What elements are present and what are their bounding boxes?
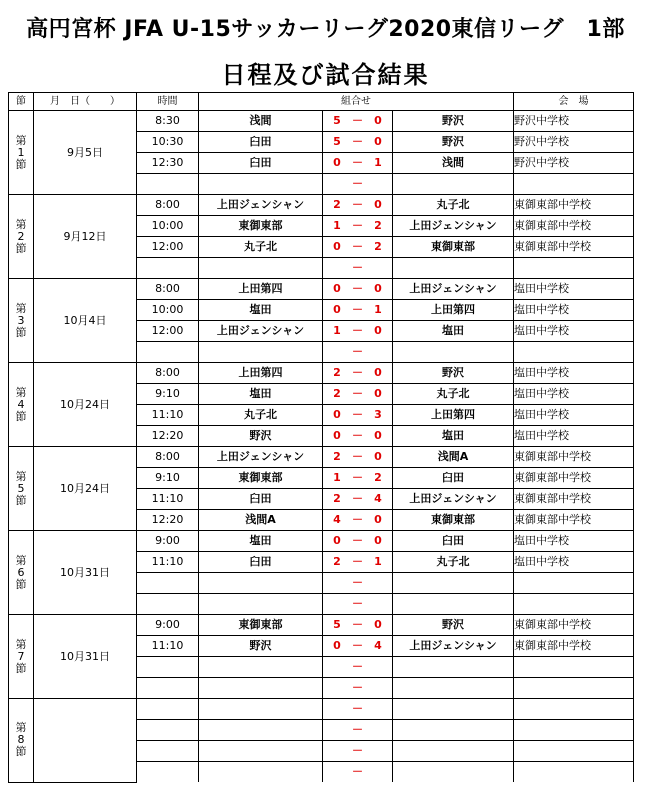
away-team: 上田ジェンシャン (393, 636, 514, 657)
kickoff-time: 12:30 (137, 153, 199, 174)
match-score (323, 615, 393, 636)
home-team: 塩田 (199, 384, 323, 405)
home-team: 臼田 (199, 552, 323, 573)
away-score: 1 (374, 303, 382, 316)
kickoff-time (137, 762, 199, 783)
round-date: 10月24日 (34, 447, 137, 531)
round-label (9, 279, 34, 363)
venue: 塩田中学校 (514, 552, 634, 573)
home-score: 2 (333, 366, 341, 379)
score-dash: － (352, 681, 363, 694)
round-label-char: 第 (15, 217, 27, 231)
away-team (393, 678, 514, 699)
score-dash: － (352, 702, 363, 715)
kickoff-time (137, 342, 199, 363)
kickoff-time: 12:20 (137, 426, 199, 447)
away-team (393, 258, 514, 279)
venue: 塩田中学校 (514, 300, 634, 321)
venue (514, 762, 634, 783)
away-team (393, 699, 514, 720)
away-team: 上田ジェンシャン (393, 279, 514, 300)
kickoff-time: 11:10 (137, 405, 199, 426)
home-score: 5 (333, 135, 341, 148)
round-label-char: 2 (17, 229, 25, 243)
home-team: 丸子北 (199, 405, 323, 426)
away-score: 2 (374, 219, 382, 232)
kickoff-time (137, 174, 199, 195)
home-team: 臼田 (199, 132, 323, 153)
home-score: 5 (333, 114, 341, 127)
home-score: 2 (333, 555, 341, 568)
table-row (9, 111, 634, 132)
home-score: 2 (333, 492, 341, 505)
home-score: 2 (333, 198, 341, 211)
score-dash: － (352, 723, 363, 736)
table-row (9, 615, 634, 636)
match-score (323, 258, 393, 279)
kickoff-time: 12:00 (137, 237, 199, 258)
score-dash: － (352, 471, 363, 484)
match-score (323, 153, 393, 174)
table-row (9, 363, 634, 384)
venue: 野沢中学校 (514, 153, 634, 174)
away-score: 4 (374, 492, 382, 505)
venue (514, 573, 634, 594)
away-team (393, 594, 514, 615)
away-score: 0 (374, 450, 382, 463)
away-score: 0 (374, 324, 382, 337)
score-dash: － (352, 324, 363, 337)
home-score: 4 (333, 513, 341, 526)
away-team: 塩田 (393, 321, 514, 342)
match-score (323, 510, 393, 531)
away-team (393, 342, 514, 363)
score-dash: － (352, 345, 363, 358)
away-team: 塩田 (393, 426, 514, 447)
kickoff-time: 10:00 (137, 216, 199, 237)
kickoff-time: 8:00 (137, 363, 199, 384)
round-label (9, 531, 34, 615)
page-subtitle: 日程及び試合結果 (221, 61, 430, 89)
venue: 野沢中学校 (514, 132, 634, 153)
round-label-char: 8 (17, 733, 25, 747)
venue (514, 657, 634, 678)
round-date (34, 699, 137, 783)
venue: 塩田中学校 (514, 405, 634, 426)
away-team (393, 657, 514, 678)
round-label-char: 第 (15, 469, 27, 483)
score-dash: － (352, 177, 363, 190)
score-dash: － (352, 303, 363, 316)
home-score: 0 (333, 156, 341, 169)
round-label (9, 699, 34, 783)
kickoff-time: 9:00 (137, 531, 199, 552)
home-score: 0 (333, 429, 341, 442)
venue (514, 174, 634, 195)
venue: 東御東部中学校 (514, 510, 634, 531)
away-team: 丸子北 (393, 384, 514, 405)
score-dash: － (352, 282, 363, 295)
away-score: 0 (374, 429, 382, 442)
away-team: 東御東部 (393, 237, 514, 258)
away-team: 上田ジェンシャン (393, 216, 514, 237)
score-dash: － (352, 366, 363, 379)
home-team: 上田ジェンシャン (199, 321, 323, 342)
venue (514, 258, 634, 279)
round-label-char: 3 (17, 313, 25, 327)
home-team: 塩田 (199, 300, 323, 321)
venue (514, 342, 634, 363)
away-score: 3 (374, 408, 382, 421)
round-label (9, 195, 34, 279)
home-team (199, 594, 323, 615)
away-score: 2 (374, 471, 382, 484)
home-team: 東御東部 (199, 216, 323, 237)
kickoff-time: 11:10 (137, 552, 199, 573)
venue: 塩田中学校 (514, 279, 634, 300)
venue: 東御東部中学校 (514, 216, 634, 237)
away-score: 0 (374, 366, 382, 379)
venue (514, 678, 634, 699)
score-dash: － (352, 597, 363, 610)
away-team (393, 720, 514, 741)
round-label-char: 1 (17, 145, 25, 159)
home-team: 野沢 (199, 426, 323, 447)
away-team: 臼田 (393, 531, 514, 552)
match-score (323, 447, 393, 468)
away-team: 野沢 (393, 363, 514, 384)
away-score: 0 (374, 534, 382, 547)
kickoff-time: 8:30 (137, 111, 199, 132)
venue: 東御東部中学校 (514, 237, 634, 258)
kickoff-time: 12:20 (137, 510, 199, 531)
away-team: 東御東部 (393, 510, 514, 531)
match-score (323, 762, 393, 783)
home-team: 上田第四 (199, 279, 323, 300)
score-dash: － (352, 156, 363, 169)
table-row (9, 279, 634, 300)
round-date: 10月4日 (34, 279, 137, 363)
away-score: 1 (374, 156, 382, 169)
kickoff-time: 9:00 (137, 615, 199, 636)
score-dash: － (352, 513, 363, 526)
round-date: 10月31日 (34, 531, 137, 615)
kickoff-time: 8:00 (137, 447, 199, 468)
kickoff-time: 8:00 (137, 279, 199, 300)
kickoff-time (137, 699, 199, 720)
kickoff-time (137, 741, 199, 762)
home-score: 1 (333, 471, 341, 484)
match-score (323, 384, 393, 405)
round-date: 9月5日 (34, 111, 137, 195)
home-team: 浅間A (199, 510, 323, 531)
round-label-char: 節 (15, 661, 27, 675)
table-row (9, 531, 634, 552)
venue (514, 699, 634, 720)
home-score: 2 (333, 387, 341, 400)
home-team (199, 678, 323, 699)
match-score (323, 174, 393, 195)
kickoff-time: 12:00 (137, 321, 199, 342)
kickoff-time: 10:00 (137, 300, 199, 321)
kickoff-time: 8:00 (137, 195, 199, 216)
away-team: 野沢 (393, 615, 514, 636)
venue: 東御東部中学校 (514, 447, 634, 468)
away-score: 0 (374, 282, 382, 295)
round-label-char: 5 (17, 481, 25, 495)
col-header-time: 時間 (137, 93, 199, 111)
home-team (199, 174, 323, 195)
away-team: 野沢 (393, 111, 514, 132)
round-label-char: 節 (15, 325, 27, 339)
away-score: 0 (374, 513, 382, 526)
match-score (323, 426, 393, 447)
score-dash: － (352, 765, 363, 778)
away-team: 浅間 (393, 153, 514, 174)
home-team (199, 741, 323, 762)
round-label-char: 第 (15, 721, 27, 735)
home-score: 0 (333, 639, 341, 652)
match-score (323, 657, 393, 678)
round-label (9, 615, 34, 699)
score-dash: － (352, 639, 363, 652)
home-team (199, 657, 323, 678)
score-dash: － (352, 534, 363, 547)
kickoff-time (137, 678, 199, 699)
score-dash: － (352, 240, 363, 253)
away-team: 臼田 (393, 468, 514, 489)
match-score (323, 699, 393, 720)
round-label-char: 節 (15, 745, 27, 759)
col-header-date: 月 日（ ） (34, 93, 137, 111)
away-team: 野沢 (393, 132, 514, 153)
match-score (323, 489, 393, 510)
venue (514, 594, 634, 615)
away-team: 丸子北 (393, 195, 514, 216)
kickoff-time (137, 720, 199, 741)
home-team: 臼田 (199, 489, 323, 510)
home-score: 5 (333, 618, 341, 631)
venue: 塩田中学校 (514, 363, 634, 384)
match-score (323, 216, 393, 237)
score-dash: － (352, 219, 363, 232)
round-label (9, 363, 34, 447)
home-score: 0 (333, 408, 341, 421)
col-header-match: 組合せ (199, 93, 514, 111)
round-label (9, 111, 34, 195)
score-dash: － (352, 660, 363, 673)
score-dash: － (352, 555, 363, 568)
table-row (9, 195, 634, 216)
home-team (199, 762, 323, 783)
score-dash: － (352, 198, 363, 211)
home-team: 塩田 (199, 531, 323, 552)
kickoff-time: 11:10 (137, 489, 199, 510)
venue: 東御東部中学校 (514, 468, 634, 489)
score-dash: － (352, 450, 363, 463)
home-score: 1 (333, 219, 341, 232)
match-score (323, 195, 393, 216)
kickoff-time (137, 657, 199, 678)
round-label-char: 第 (15, 133, 27, 147)
away-team: 上田ジェンシャン (393, 489, 514, 510)
match-score (323, 342, 393, 363)
home-team (199, 699, 323, 720)
match-score (323, 300, 393, 321)
round-date: 10月24日 (34, 363, 137, 447)
home-team (199, 720, 323, 741)
score-dash: － (352, 114, 363, 127)
kickoff-time: 11:10 (137, 636, 199, 657)
round-date: 10月31日 (34, 615, 137, 699)
home-score: 0 (333, 240, 341, 253)
match-score (323, 678, 393, 699)
home-team (199, 258, 323, 279)
col-header-setsu: 節 (9, 93, 34, 111)
score-dash: － (352, 576, 363, 589)
venue: 東御東部中学校 (514, 636, 634, 657)
away-score: 2 (374, 240, 382, 253)
away-score: 0 (374, 198, 382, 211)
home-team: 丸子北 (199, 237, 323, 258)
home-score: 0 (333, 282, 341, 295)
home-team: 野沢 (199, 636, 323, 657)
home-team: 浅間 (199, 111, 323, 132)
home-team: 上田第四 (199, 363, 323, 384)
round-label-char: 節 (15, 493, 27, 507)
score-dash: － (352, 618, 363, 631)
home-team (199, 342, 323, 363)
round-label-char: 7 (17, 649, 25, 663)
match-score (323, 552, 393, 573)
kickoff-time: 9:10 (137, 468, 199, 489)
score-dash: － (352, 387, 363, 400)
match-score (323, 237, 393, 258)
away-team (393, 573, 514, 594)
match-score (323, 573, 393, 594)
venue: 塩田中学校 (514, 321, 634, 342)
away-score: 0 (374, 114, 382, 127)
home-team: 東御東部 (199, 615, 323, 636)
score-dash: － (352, 261, 363, 274)
match-score (323, 279, 393, 300)
away-score: 0 (374, 618, 382, 631)
home-score: 0 (333, 303, 341, 316)
score-dash: － (352, 429, 363, 442)
round-label (9, 447, 34, 531)
kickoff-time (137, 594, 199, 615)
home-score: 2 (333, 450, 341, 463)
round-label-char: 第 (15, 637, 27, 651)
schedule-body (9, 111, 634, 783)
round-label-char: 4 (17, 397, 25, 411)
round-label-char: 第 (15, 385, 27, 399)
venue: 塩田中学校 (514, 531, 634, 552)
kickoff-time: 9:10 (137, 384, 199, 405)
away-score: 0 (374, 135, 382, 148)
col-header-venue: 会 場 (514, 93, 634, 111)
round-label-char: 第 (15, 301, 27, 315)
header-row (9, 93, 634, 111)
home-team: 上田ジェンシャン (199, 447, 323, 468)
kickoff-time (137, 573, 199, 594)
round-label-char: 6 (17, 565, 25, 579)
venue: 東御東部中学校 (514, 615, 634, 636)
match-score (323, 111, 393, 132)
away-team: 上田第四 (393, 405, 514, 426)
away-team (393, 741, 514, 762)
home-score: 1 (333, 324, 341, 337)
table-row (9, 447, 634, 468)
match-score (323, 636, 393, 657)
venue: 東御東部中学校 (514, 489, 634, 510)
venue (514, 741, 634, 762)
score-dash: － (352, 744, 363, 757)
away-team (393, 762, 514, 783)
match-score (323, 741, 393, 762)
kickoff-time: 10:30 (137, 132, 199, 153)
round-date: 9月12日 (34, 195, 137, 279)
venue: 東御東部中学校 (514, 195, 634, 216)
score-dash: － (352, 408, 363, 421)
match-score (323, 531, 393, 552)
page-title: 高円宮杯 JFA U-15サッカーリーグ2020東信リーグ 1部 (26, 17, 625, 42)
score-dash: － (352, 135, 363, 148)
away-team: 上田第四 (393, 300, 514, 321)
schedule-table (8, 92, 634, 783)
venue (514, 720, 634, 741)
round-label-char: 節 (15, 241, 27, 255)
away-team: 丸子北 (393, 552, 514, 573)
away-team (393, 174, 514, 195)
round-label-char: 節 (15, 577, 27, 591)
match-score (323, 132, 393, 153)
home-team: 臼田 (199, 153, 323, 174)
home-team: 東御東部 (199, 468, 323, 489)
round-label-char: 第 (15, 553, 27, 567)
round-label-char: 節 (15, 157, 27, 171)
match-score (323, 594, 393, 615)
round-label-char: 節 (15, 409, 27, 423)
home-team: 上田ジェンシャン (199, 195, 323, 216)
match-score (323, 405, 393, 426)
venue: 塩田中学校 (514, 426, 634, 447)
venue: 野沢中学校 (514, 111, 634, 132)
away-score: 0 (374, 387, 382, 400)
home-team (199, 573, 323, 594)
kickoff-time (137, 258, 199, 279)
venue: 塩田中学校 (514, 384, 634, 405)
table-row (9, 699, 634, 720)
score-dash: － (352, 492, 363, 505)
away-score: 4 (374, 639, 382, 652)
away-team: 浅間A (393, 447, 514, 468)
match-score (323, 468, 393, 489)
match-score (323, 720, 393, 741)
match-score (323, 321, 393, 342)
match-score (323, 363, 393, 384)
away-score: 1 (374, 555, 382, 568)
home-score: 0 (333, 534, 341, 547)
